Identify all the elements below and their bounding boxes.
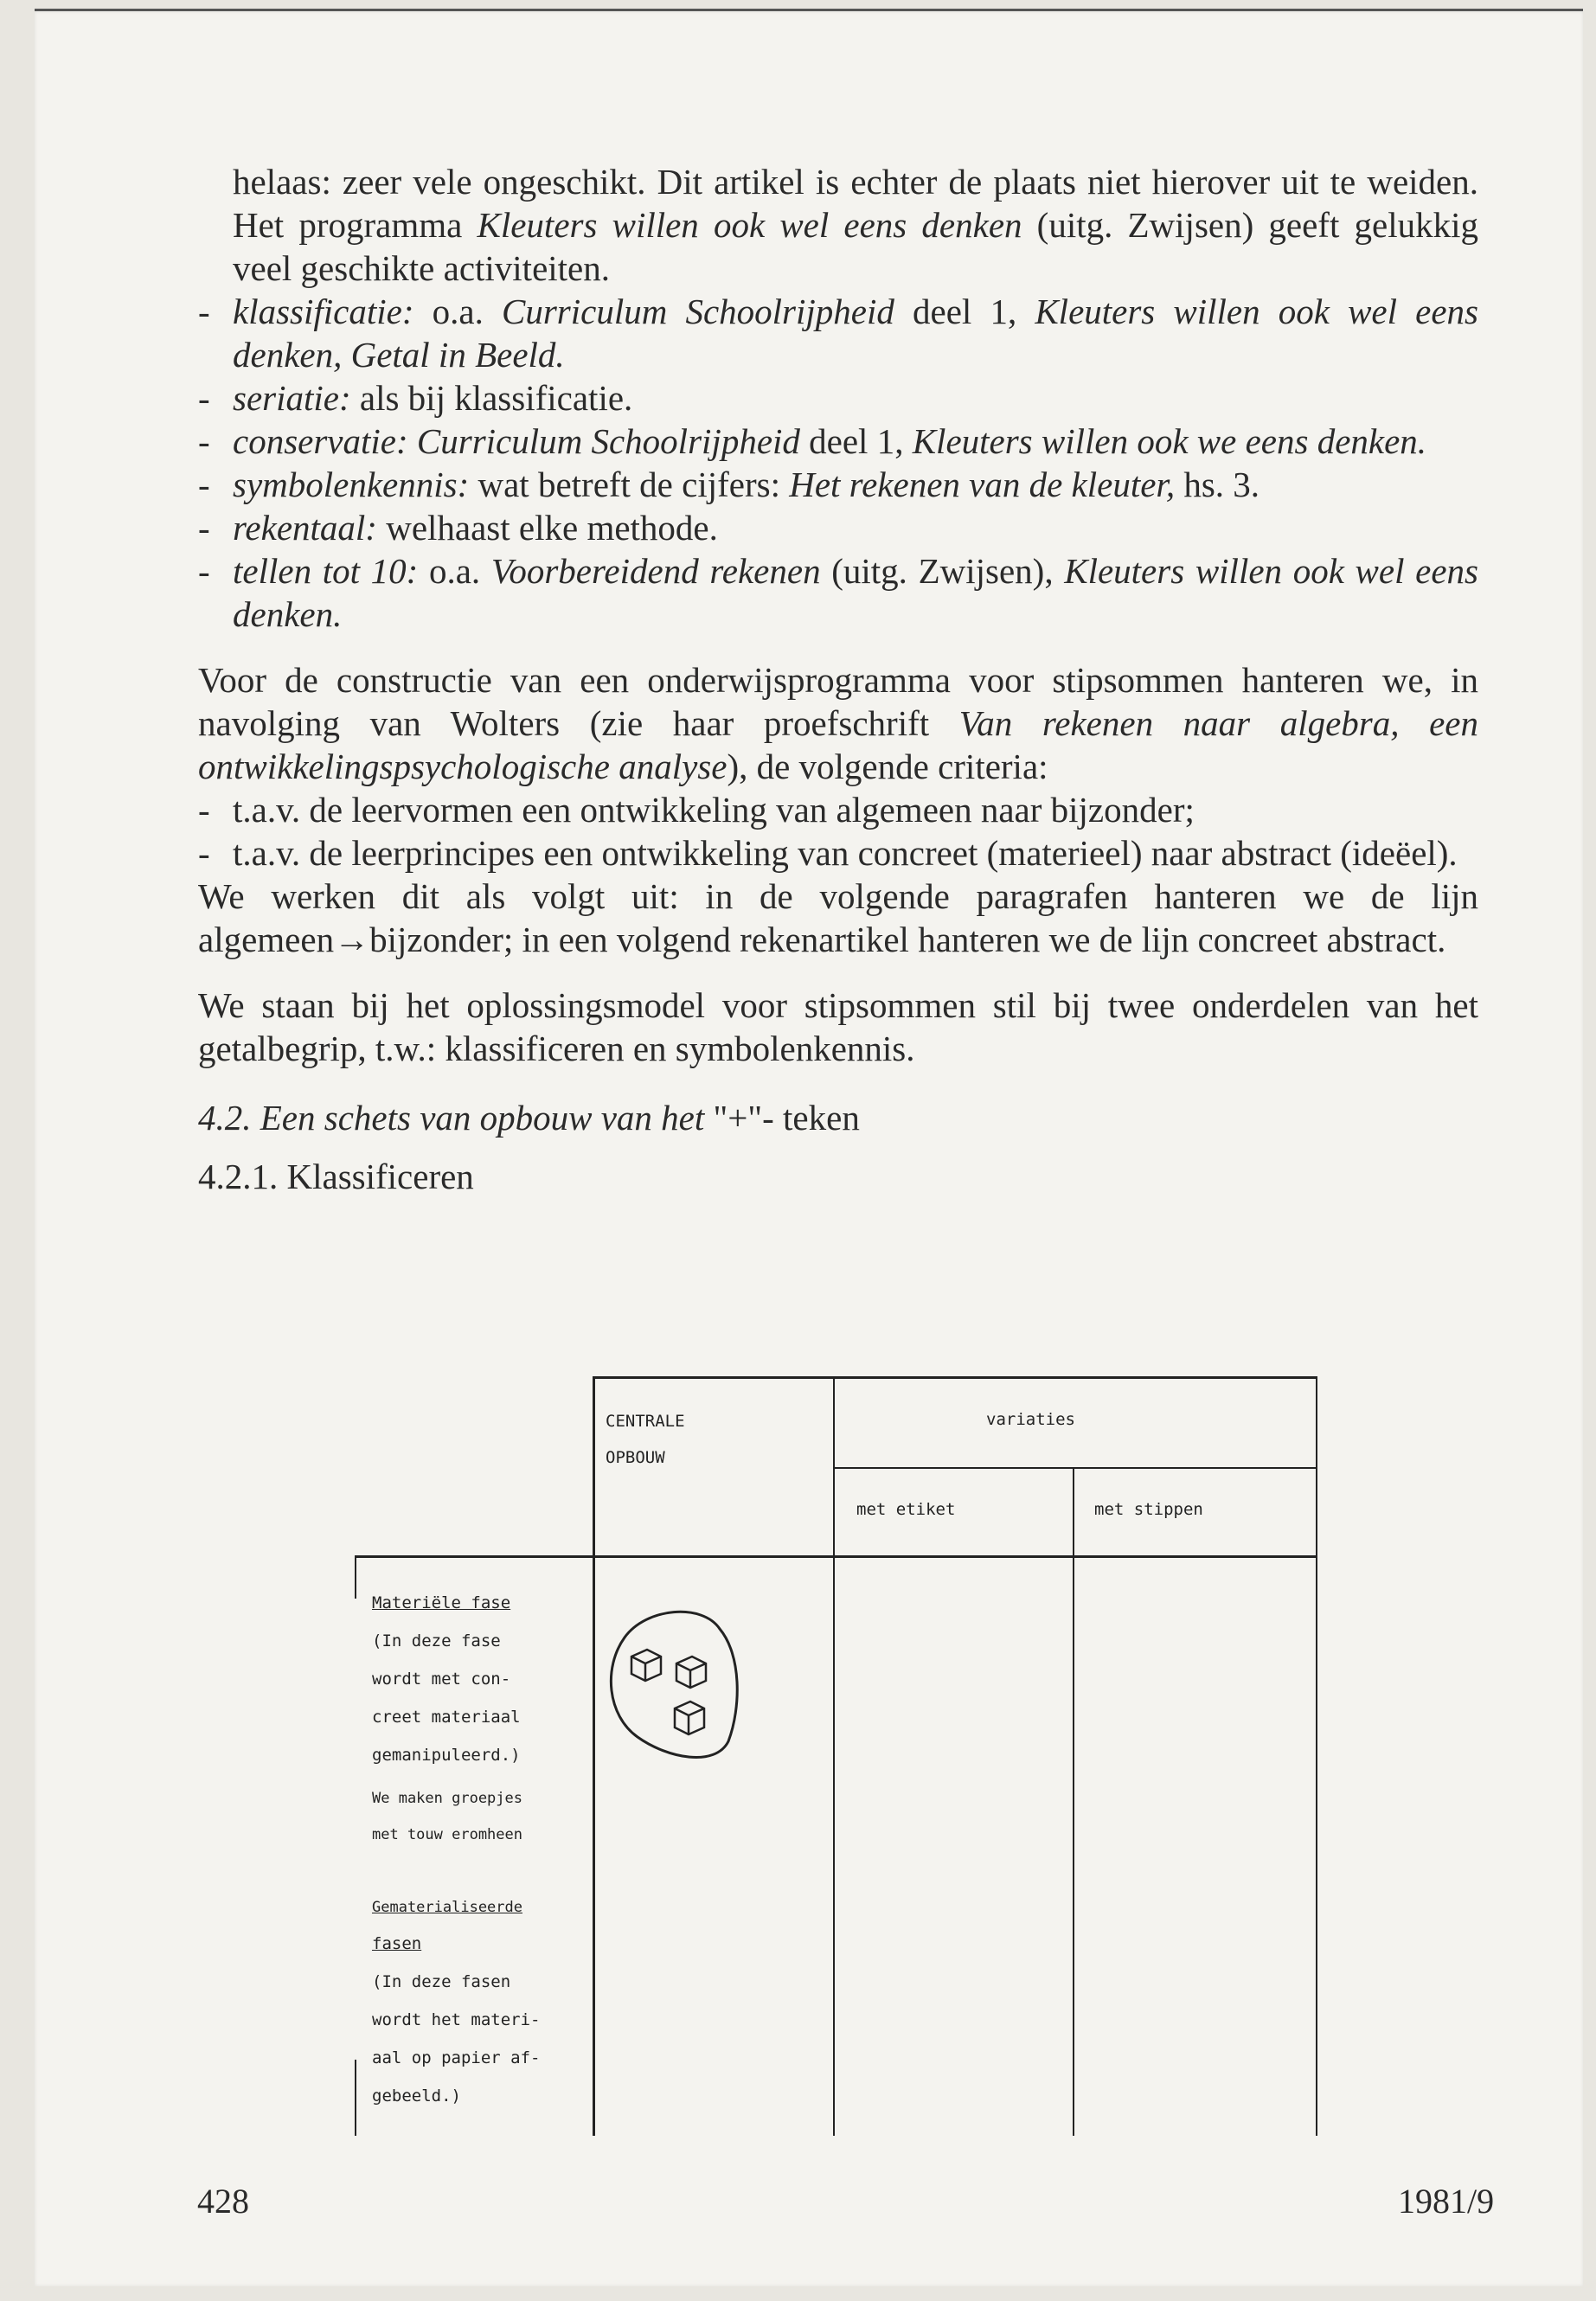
list-item: - symbolenkennis: wat betreft de cijfers: Het rekenen van de kleuter, hs. 3. bbox=[198, 465, 1260, 504]
issue-number: 1981/9 bbox=[1398, 2182, 1495, 2221]
header-met-stippen: met stippen bbox=[1094, 1500, 1203, 1519]
section-heading: 4.2. Een schets van opbouw van het "+"- teken bbox=[198, 1098, 860, 1138]
cubes-group-illustration bbox=[599, 1603, 754, 1767]
list-item: - t.a.v. de leervormen een ontwikkeling van algemeen naar bijzonder; bbox=[198, 790, 1195, 830]
header-met-etiket: met etiket bbox=[856, 1500, 956, 1519]
cube-icon bbox=[631, 1650, 661, 1681]
row1-line: met touw eromheen bbox=[372, 1826, 522, 1843]
header-variaties: variaties bbox=[986, 1410, 1075, 1429]
row2-line: gebeeld.) bbox=[372, 2086, 461, 2106]
subsection-heading: 4.2.1. Klassificeren bbox=[198, 1157, 474, 1196]
method-paragraph: We werken dit als volgt uit: in de volgende paragrafen hanteren we de lijn algemeen→bijzonder; in een volgend rekenartikel hanteren we de lijn concreet abstract. bbox=[198, 876, 1478, 959]
criteria-list bbox=[198, 788, 1478, 875]
list-item: - klassificatie: o.a. Curriculum Schoolrijpheid deel 1, Kleuters willen ook wel eens denken, Getal in Beeld. bbox=[198, 292, 1478, 375]
row2-line: wordt het materi- bbox=[372, 2010, 541, 2029]
row1-title: Materiële fase bbox=[372, 1593, 511, 1612]
list-item: - t.a.v. de leerprincipes een ontwikkeling van concreet (materieel) naar abstract (ideëel). bbox=[198, 833, 1458, 873]
cube-icon bbox=[675, 1702, 704, 1734]
header-opbouw: OPBOUW bbox=[606, 1448, 665, 1467]
criteria-paragraph: Voor de constructie van een onderwijsprogramma voor stipsommen hanteren we, in navolging van Wolters (zie haar proefschrift Van rekenen naar algebra, een ontwikkelingspsychologische analyse), de volgende criteria: bbox=[198, 660, 1478, 786]
classification-table bbox=[355, 1376, 1332, 2136]
header-centrale: CENTRALE bbox=[606, 1412, 685, 1431]
row2-title: Gematerialiseerde bbox=[372, 1899, 522, 1916]
body-text bbox=[198, 160, 1478, 1198]
arrow-icon: → bbox=[334, 920, 370, 959]
resource-list bbox=[198, 290, 1478, 636]
focus-paragraph: We staan bij het oplossingsmodel voor stipsommen stil bij twee onderdelen van het getalbegrip, t.w.: klassificeren en symbolenkennis. bbox=[198, 985, 1478, 1068]
row2-line: fasen bbox=[372, 1934, 422, 1953]
page-number: 428 bbox=[197, 2182, 249, 2221]
list-item: - conservatie: Curriculum Schoolrijpheid deel 1, Kleuters willen ook we eens denken. bbox=[198, 421, 1427, 461]
document-page bbox=[35, 9, 1583, 2286]
row2-line: aal op papier af- bbox=[372, 2048, 541, 2067]
cube-icon bbox=[676, 1657, 706, 1688]
rope-loop bbox=[611, 1612, 737, 1757]
list-item: - tellen tot 10: o.a. Voorbereidend rekenen (uitg. Zwijsen), Kleuters willen ook wel eens denken. bbox=[198, 551, 1478, 634]
intro-paragraph: helaas: zeer vele ongeschikt. Dit artikel is echter de plaats niet hierover uit te weiden. Het programma Kleuters willen ook wel eens denken (uitg. Zwijsen) geeft gelukkig veel geschikte activiteiten. bbox=[233, 162, 1478, 288]
row1-line: creet materiaal bbox=[372, 1708, 521, 1727]
row2-line: (In deze fasen bbox=[372, 1972, 511, 1991]
row1-line: (In deze fase bbox=[372, 1631, 501, 1650]
list-item: - rekentaal: welhaast elke methode. bbox=[198, 508, 718, 548]
row1-line: We maken groepjes bbox=[372, 1790, 522, 1807]
list-item: - seriatie: als bij klassificatie. bbox=[198, 378, 633, 418]
row1-line: wordt met con- bbox=[372, 1670, 511, 1689]
row1-line: gemanipuleerd.) bbox=[372, 1746, 521, 1765]
